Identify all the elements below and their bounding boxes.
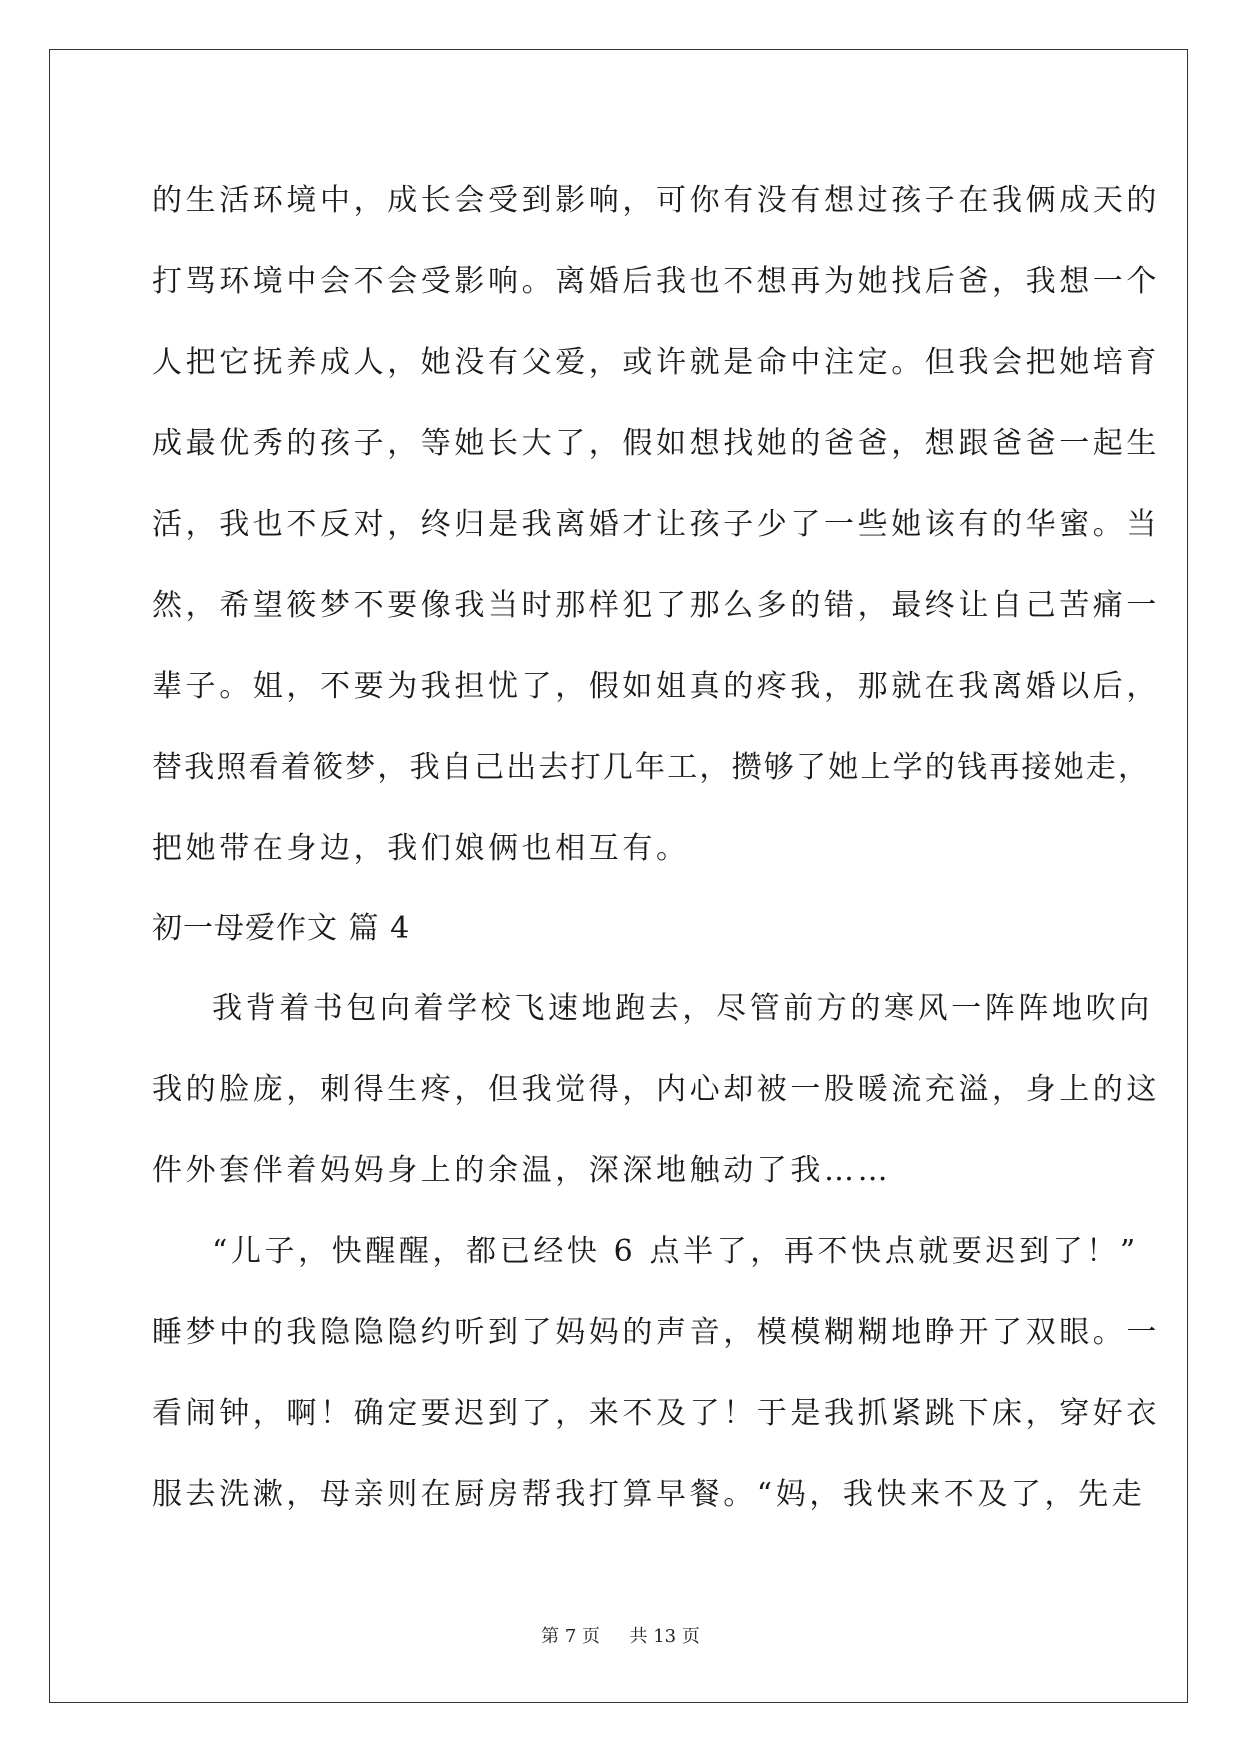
paragraph-line: 成最优秀的孩子，等她长大了，假如想找她的爸爸，想跟爸爸一起生 bbox=[152, 426, 1160, 461]
paragraph-line: 件外套伴着妈妈身上的余温，深深地触动了我…… bbox=[152, 1153, 892, 1188]
paragraph-line: 辈子。姐，不要为我担忧了，假如姐真的疼我，那就在我离婚以后， bbox=[152, 669, 1160, 704]
paragraph-line: 活，我也不反对，终归是我离婚才让孩子少了一些她该有的华蜜。当 bbox=[152, 507, 1160, 542]
page-footer bbox=[0, 1622, 1241, 1648]
paragraph-line: 替我照看着筱梦，我自己出去打几年工，攒够了她上学的钱再接她走， bbox=[152, 750, 1151, 785]
paragraph-line: 服去洗漱，母亲则在厨房帮我打算早餐。“妈，我快来不及了，先走 bbox=[152, 1477, 1146, 1512]
paragraph-line: 人把它抚养成人，她没有父爱，或许就是命中注定。但我会把她培育 bbox=[152, 345, 1160, 380]
paragraph-line: “儿子，快醒醒，都已经快 6 点半了，再不快点就要迟到了！” bbox=[212, 1234, 1139, 1269]
document-body bbox=[152, 160, 1160, 1535]
page-number: 第 7 页 bbox=[541, 1626, 601, 1647]
section-heading: 初一母爱作文 篇 4 bbox=[152, 911, 411, 946]
paragraph-line: 看闹钟，啊！确定要迟到了，来不及了！于是我抓紧跳下床，穿好衣 bbox=[152, 1396, 1160, 1431]
paragraph-line: 的生活环境中，成长会受到影响，可你有没有想过孩子在我俩成天的 bbox=[152, 183, 1160, 218]
paragraph-line: 把她带在身边，我们娘俩也相互有。 bbox=[152, 831, 690, 866]
page-total: 共 13 页 bbox=[629, 1626, 700, 1647]
paragraph-line: 打骂环境中会不会受影响。离婚后我也不想再为她找后爸，我想一个 bbox=[152, 264, 1160, 299]
paragraph-line: 我的脸庞，刺得生疼，但我觉得，内心却被一股暖流充溢，身上的这 bbox=[152, 1072, 1160, 1107]
paragraph-line: 我背着书包向着学校飞速地跑去，尽管前方的寒风一阵阵地吹向 bbox=[212, 991, 1153, 1026]
paragraph-line: 然，希望筱梦不要像我当时那样犯了那么多的错，最终让自己苦痛一 bbox=[152, 588, 1160, 623]
paragraph-line: 睡梦中的我隐隐隐约听到了妈妈的声音，模模糊糊地睁开了双眼。一 bbox=[152, 1315, 1160, 1350]
